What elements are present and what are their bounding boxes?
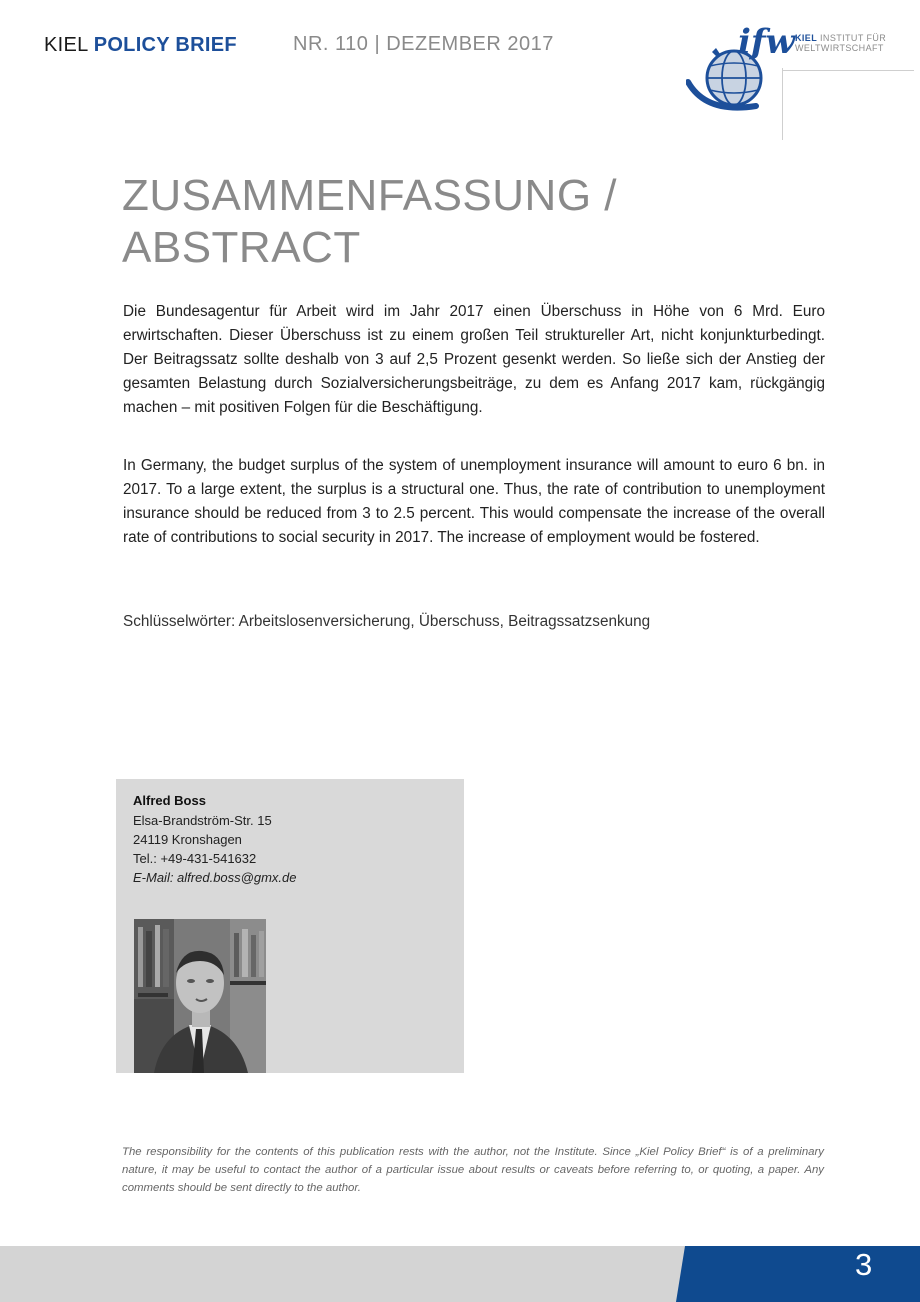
author-street: Elsa-Brandström-Str. 15 xyxy=(133,813,272,828)
ifw-logo xyxy=(686,22,916,122)
logo-divider-vertical xyxy=(782,68,783,140)
author-name: Alfred Boss xyxy=(133,793,206,808)
footer-accent xyxy=(676,1246,920,1302)
keywords: Schlüsselwörter: Arbeitslosenversicherung, Überschuss, Beitragssatzsenkung xyxy=(123,613,651,630)
issue-info: NR. 110 | DEZEMBER 2017 xyxy=(293,33,554,55)
series-prefix: KIEL xyxy=(44,34,88,56)
institute-rest: INSTITUT FÜR xyxy=(820,33,887,43)
institute-name xyxy=(795,33,886,53)
title-line-1: ZUSAMMENFASSUNG / xyxy=(122,171,617,220)
series-title xyxy=(44,34,237,57)
logo-divider-horizontal xyxy=(782,70,914,71)
page-title xyxy=(122,170,822,274)
ifw-wordmark: ifw xyxy=(738,22,795,62)
series-name: POLICY BRIEF xyxy=(93,34,237,56)
abstract-german: Die Bundesagentur für Arbeit wird im Jahr 2017 einen Überschuss in Höhe von 6 Mrd. Euro erwirtschaften. Dieser Überschuss ist zu einem großen Teil struktureller Art, nicht konjunkturbedingt. Der Beitragssatz sollte deshalb von 3 auf 2,5 Prozent gesenkt werden. So ließe sich der Anstieg der gesamten Belastung durch Sozialversicherungsbeiträge, zu dem es Anfang 2017 kam, rückgängig machen – mit positiven Folgen für die Beschäftigung. xyxy=(123,303,825,416)
author-email[interactable]: E-Mail: alfred.boss@gmx.de xyxy=(133,870,297,885)
author-phone: Tel.: +49-431-541632 xyxy=(133,851,257,866)
title-line-2: ABSTRACT xyxy=(122,223,361,272)
author-box xyxy=(116,779,464,1073)
author-photo xyxy=(134,919,266,1073)
institute-line2: WELTWIRTSCHAFT xyxy=(795,43,884,53)
institute-strong: KIEL xyxy=(795,33,818,43)
author-city: 24119 Kronshagen xyxy=(133,832,242,847)
disclaimer: The responsibility for the contents of this publication rests with the author, not the Institute. Since „Kiel Policy Brief“ is of a preliminary nature, it may be useful to contact the author of a particular issue about results or caveats before referring to, or quoting, a paper. Any comments should be sent directly to the author. xyxy=(122,1146,824,1194)
page-number: 3 xyxy=(855,1247,873,1282)
abstract-english: In Germany, the budget surplus of the system of unemployment insurance will amount to euro 6 bn. in 2017. To a large extent, the surplus is a structural one. Thus, the rate of contribution to unemployment insurance should be reduced from 3 to 2.5 percent. This would compensate the increase of the overall rate of contributions to social security in 2017. The increase of employment would be fostered. xyxy=(123,457,825,546)
